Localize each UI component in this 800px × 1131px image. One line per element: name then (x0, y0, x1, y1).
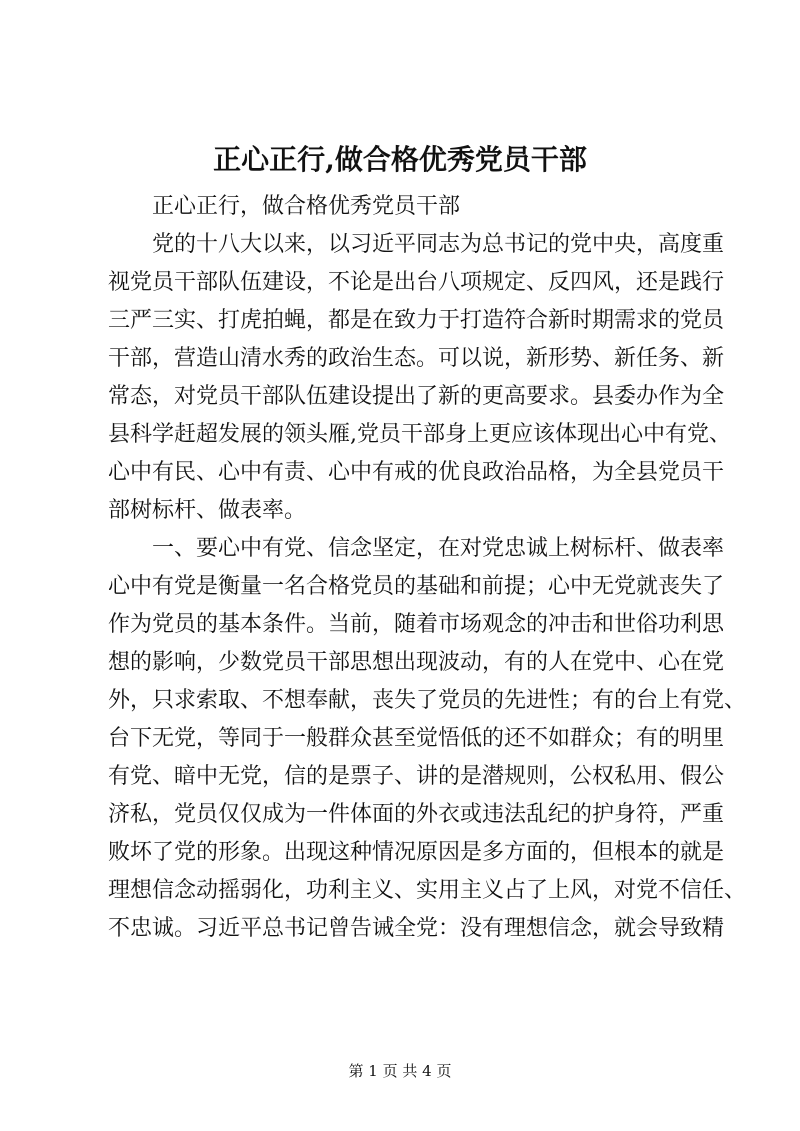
document-body (108, 188, 747, 948)
subtitle-line: 正心正行，做合格优秀党员干部 (152, 194, 461, 219)
paragraph-line: 外，只求索取、不想奉献，丧失了党员的先进性；有的台上有党、 (108, 688, 747, 713)
paragraph-line: 济私，党员仅仅成为一件体面的外衣或违法乱纪的护身符，严重 (108, 802, 725, 827)
paragraph-line: 台下无党，等同于一般群众甚至觉悟低的还不如群众；有的明里 (108, 726, 725, 751)
paragraph-line: 有党、暗中无党，信的是票子、讲的是潜规则，公权私用、假公 (108, 764, 725, 789)
paragraph-line: 常态，对党员干部队伍建设提出了新的更高要求。县委办作为全 (108, 384, 725, 409)
paragraph-line: 心中有民、心中有责、心中有戒的优良政治品格，为全县党员干 (108, 460, 725, 485)
paragraph-line: 三严三实、打虎拍蝇，都是在致力于打造符合新时期需求的党员 (108, 308, 725, 333)
document-title: 正心正行,做合格优秀党员干部 (213, 143, 587, 176)
paragraph-line: 党的十八大以来，以习近平同志为总书记的党中央，高度重 (152, 232, 725, 257)
paragraph-line: 县科学赶超发展的领头雁,党员干部身上更应该体现出心中有党、 (108, 422, 731, 447)
paragraph-line: 心中有党是衡量一名合格党员的基础和前提；心中无党就丧失了 (108, 574, 725, 599)
paragraph-line: 视党员干部队伍建设，不论是出台八项规定、反四风，还是践行 (108, 270, 725, 295)
paragraph-line: 想的影响，少数党员干部思想出现波动，有的人在党中、心在党 (108, 650, 725, 675)
page-number-footer: 第 1 页 共 4 页 (348, 1062, 452, 1080)
paragraph-line: 理想信念动摇弱化，功利主义、实用主义占了上风，对党不信任、 (108, 878, 747, 903)
paragraph-line: 干部，营造山清水秀的政治生态。可以说，新形势、新任务、新 (108, 346, 725, 371)
paragraph-line: 不忠诚。习近平总书记曾告诫全党：没有理想信念，就会导致精 (108, 916, 725, 941)
paragraph-line: 作为党员的基本条件。当前，随着市场观念的冲击和世俗功利思 (108, 612, 725, 637)
paragraph-line: 败坏了党的形象。出现这种情况原因是多方面的，但根本的就是 (108, 840, 725, 865)
section-heading-line: 一、要心中有党、信念坚定，在对党忠诚上树标杆、做表率 (152, 536, 725, 561)
paragraph-line: 部树标杆、做表率。 (108, 498, 307, 523)
